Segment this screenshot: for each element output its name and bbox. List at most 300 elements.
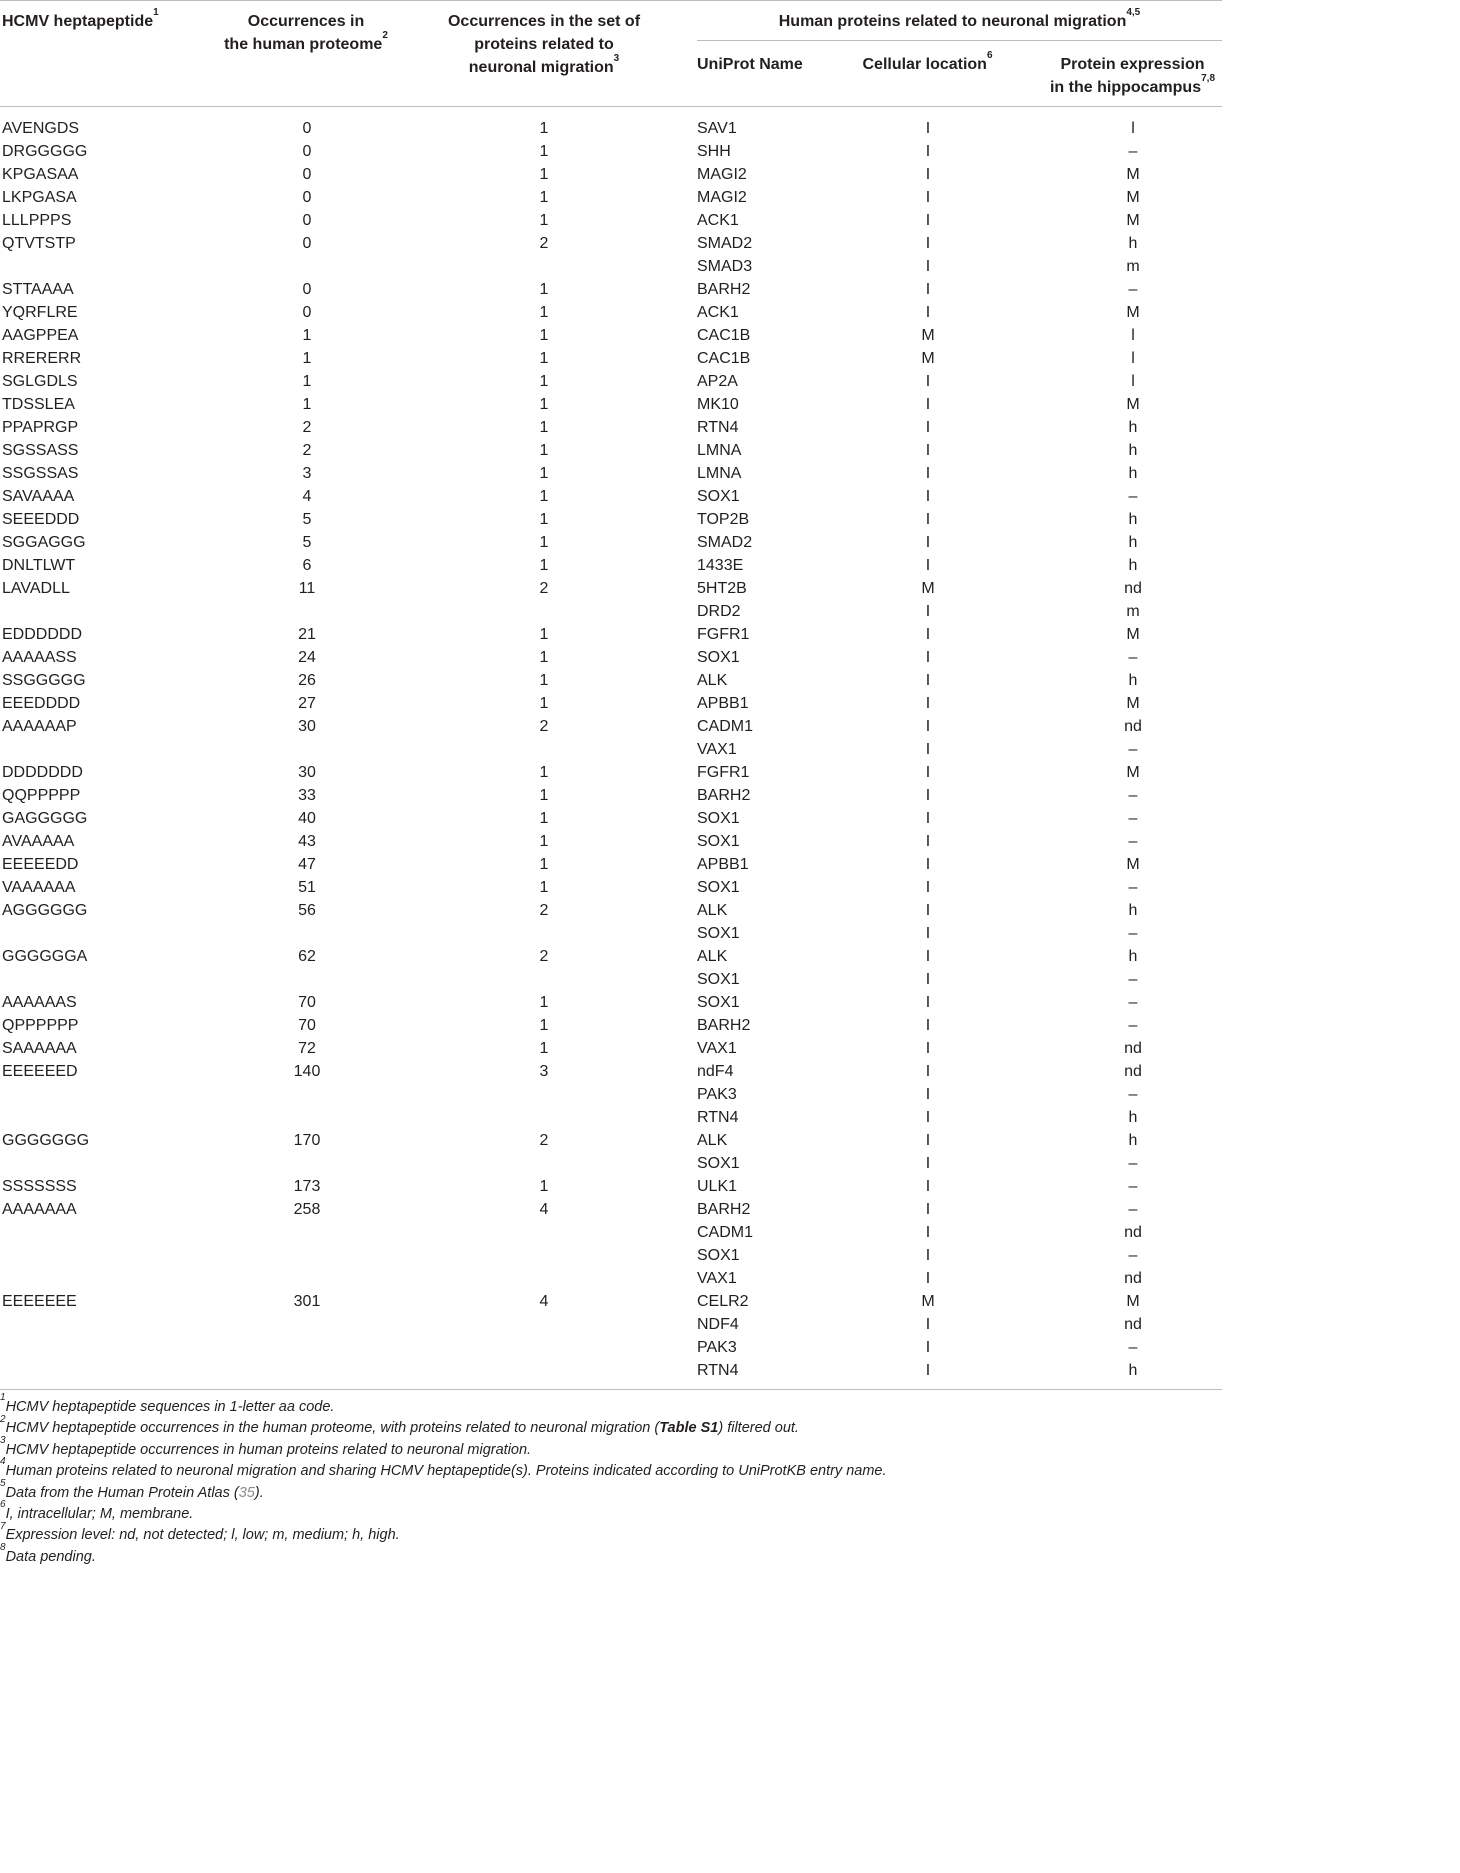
cell-occurrences-proteome: 2 <box>302 419 312 436</box>
cell-cellular-location: I <box>925 764 931 781</box>
cell-uniprot-name: FGFR1 <box>697 764 750 781</box>
footnote-7: $^7$Expression level: nd, not detected; l, low; m, medium; h, high. <box>0 1520 400 1544</box>
table-row <box>0 715 1222 738</box>
cell-uniprot-name: ULK1 <box>697 1178 738 1195</box>
table-row <box>0 278 1222 301</box>
table-row <box>0 761 1222 784</box>
cell-heptapeptide: AAAAAAA <box>2 1201 77 1218</box>
cell-hippocampus-expression: nd <box>1124 718 1142 735</box>
table-row <box>0 255 1222 278</box>
cell-cellular-location: I <box>925 1178 931 1195</box>
cell-occurrences-migration: 1 <box>539 373 549 390</box>
cell-cellular-location: I <box>925 442 931 459</box>
table-row <box>0 991 1222 1014</box>
cell-cellular-location: I <box>925 235 931 252</box>
footnote-8: $^8$Data pending. <box>0 1542 96 1565</box>
cell-occurrences-migration: 1 <box>539 465 549 482</box>
cell-uniprot-name: SOX1 <box>697 1155 740 1172</box>
cell-uniprot-name: BARH2 <box>697 787 751 804</box>
cell-heptapeptide: SSSSSSS <box>2 1178 77 1195</box>
cell-cellular-location: I <box>925 1362 931 1379</box>
table-row <box>0 301 1222 324</box>
cell-occurrences-proteome: 47 <box>298 856 316 873</box>
cell-heptapeptide: SGGAGGG <box>2 534 86 551</box>
cell-occurrences-proteome: 5 <box>302 511 312 528</box>
cell-hippocampus-expression: – <box>1128 787 1138 804</box>
cell-occurrences-proteome: 21 <box>298 626 316 643</box>
cell-occurrences-migration: 1 <box>539 626 549 643</box>
cell-heptapeptide: LAVADLL <box>2 580 70 597</box>
cell-heptapeptide: SSGGGGG <box>2 672 86 689</box>
cell-cellular-location: I <box>925 1201 931 1218</box>
table-top-rule <box>0 0 1222 1</box>
cell-occurrences-proteome: 301 <box>293 1293 321 1310</box>
cell-uniprot-name: SOX1 <box>697 879 740 896</box>
cell-hippocampus-expression: h <box>1128 511 1138 528</box>
cell-occurrences-proteome: 0 <box>302 120 312 137</box>
cell-hippocampus-expression: – <box>1128 810 1138 827</box>
cell-occurrences-proteome: 26 <box>298 672 316 689</box>
cell-cellular-location: I <box>925 787 931 804</box>
cell-cellular-location: I <box>925 1040 931 1057</box>
cell-cellular-location: I <box>925 603 931 620</box>
table-row <box>0 1198 1222 1221</box>
cell-hippocampus-expression: M <box>1126 212 1140 229</box>
cell-cellular-location: I <box>925 1086 931 1103</box>
table-body <box>0 117 1222 1382</box>
cell-occurrences-proteome: 1 <box>302 396 312 413</box>
cell-heptapeptide: STTAAAA <box>2 281 74 298</box>
cell-heptapeptide: EEEEEED <box>2 1063 78 1080</box>
cell-heptapeptide: SGSSASS <box>2 442 79 459</box>
cell-heptapeptide: GAGGGGG <box>2 810 88 827</box>
table-row <box>0 1290 1222 1313</box>
cell-uniprot-name: RTN4 <box>697 1109 739 1126</box>
footnote-2: $^2$HCMV heptapeptide occurrences in the human proteome, with proteins related to neuronal migration (Table S1) filtered out. <box>0 1413 799 1437</box>
cell-occurrences-proteome: 0 <box>302 189 312 206</box>
cell-uniprot-name: VAX1 <box>697 741 737 758</box>
table-row <box>0 1336 1222 1359</box>
table-row <box>0 1359 1222 1382</box>
cell-occurrences-migration: 1 <box>539 488 549 505</box>
cell-occurrences-proteome: 30 <box>298 764 316 781</box>
cell-occurrences-migration: 1 <box>539 1040 549 1057</box>
cell-hippocampus-expression: l <box>1131 120 1135 137</box>
spanning-header-rule <box>697 40 1222 41</box>
table-row <box>0 531 1222 554</box>
cell-cellular-location: I <box>925 534 931 551</box>
cell-hippocampus-expression: h <box>1128 672 1138 689</box>
cell-hippocampus-expression: M <box>1126 304 1140 321</box>
cell-uniprot-name: ALK <box>697 1132 728 1149</box>
cell-hippocampus-expression: h <box>1128 442 1138 459</box>
cell-heptapeptide: DDDDDDD <box>2 764 83 781</box>
cell-uniprot-name: ndF4 <box>697 1063 734 1080</box>
cell-uniprot-name: SOX1 <box>697 1247 740 1264</box>
cell-hippocampus-expression: h <box>1128 557 1138 574</box>
cell-hippocampus-expression: – <box>1128 1247 1138 1264</box>
cell-occurrences-migration: 2 <box>539 1132 549 1149</box>
cell-occurrences-proteome: 72 <box>298 1040 316 1057</box>
cell-cellular-location: I <box>925 143 931 160</box>
cell-uniprot-name: PAK3 <box>697 1339 737 1356</box>
cell-hippocampus-expression: M <box>1126 1293 1140 1310</box>
cell-hippocampus-expression: l <box>1131 327 1135 344</box>
cell-uniprot-name: VAX1 <box>697 1040 737 1057</box>
cell-uniprot-name: MAGI2 <box>697 189 747 206</box>
cell-uniprot-name: SOX1 <box>697 810 740 827</box>
cell-heptapeptide: DNLTLWT <box>2 557 76 574</box>
cell-cellular-location: I <box>925 304 931 321</box>
cell-occurrences-migration: 1 <box>539 189 549 206</box>
cell-cellular-location: I <box>925 419 931 436</box>
cell-hippocampus-expression: – <box>1128 281 1138 298</box>
table-row <box>0 439 1222 462</box>
cell-heptapeptide: SGLGDLS <box>2 373 78 390</box>
table-row <box>0 370 1222 393</box>
cell-uniprot-name: SOX1 <box>697 488 740 505</box>
cell-occurrences-migration: 2 <box>539 235 549 252</box>
cell-occurrences-migration: 1 <box>539 672 549 689</box>
table-row <box>0 1129 1222 1152</box>
cell-occurrences-proteome: 0 <box>302 166 312 183</box>
cell-cellular-location: I <box>925 511 931 528</box>
cell-cellular-location: I <box>925 465 931 482</box>
cell-heptapeptide: QTVTSTP <box>2 235 76 252</box>
cell-cellular-location: I <box>925 672 931 689</box>
table-row <box>0 416 1222 439</box>
cell-hippocampus-expression: M <box>1126 764 1140 781</box>
table-row <box>0 1313 1222 1336</box>
cell-heptapeptide: SSGSSAS <box>2 465 79 482</box>
cell-cellular-location: I <box>925 626 931 643</box>
cell-occurrences-proteome: 1 <box>302 327 312 344</box>
table-row <box>0 1244 1222 1267</box>
cell-hippocampus-expression: – <box>1128 1178 1138 1195</box>
cell-hippocampus-expression: – <box>1128 1017 1138 1034</box>
cell-uniprot-name: TOP2B <box>697 511 750 528</box>
cell-occurrences-proteome: 1 <box>302 350 312 367</box>
table-row <box>0 485 1222 508</box>
cell-occurrences-proteome: 43 <box>298 833 316 850</box>
cell-heptapeptide: TDSSLEA <box>2 396 75 413</box>
table-row <box>0 600 1222 623</box>
cell-uniprot-name: SMAD3 <box>697 258 753 275</box>
cell-cellular-location: M <box>921 350 935 367</box>
cell-hippocampus-expression: h <box>1128 1109 1138 1126</box>
cell-occurrences-proteome: 33 <box>298 787 316 804</box>
cell-occurrences-migration: 1 <box>539 649 549 666</box>
cell-hippocampus-expression: nd <box>1124 1224 1142 1241</box>
cell-heptapeptide: YQRFLRE <box>2 304 78 321</box>
cell-uniprot-name: APBB1 <box>697 856 749 873</box>
cell-occurrences-migration: 1 <box>539 212 549 229</box>
cell-uniprot-name: ALK <box>697 902 728 919</box>
cell-heptapeptide: EEEEEEE <box>2 1293 77 1310</box>
cell-heptapeptide: GGGGGGA <box>2 948 88 965</box>
cell-cellular-location: I <box>925 879 931 896</box>
cell-occurrences-proteome: 4 <box>302 488 312 505</box>
cell-uniprot-name: NDF4 <box>697 1316 739 1333</box>
cell-uniprot-name: SOX1 <box>697 971 740 988</box>
cell-occurrences-proteome: 0 <box>302 212 312 229</box>
cell-cellular-location: I <box>925 1270 931 1287</box>
cell-cellular-location: I <box>925 281 931 298</box>
table-s1-link[interactable]: Table S1 <box>659 1420 719 1437</box>
cell-cellular-location: I <box>925 1316 931 1333</box>
cell-heptapeptide: AAAAASS <box>2 649 77 666</box>
cell-hippocampus-expression: M <box>1126 626 1140 643</box>
cell-occurrences-migration: 1 <box>539 764 549 781</box>
cell-occurrences-proteome: 3 <box>302 465 312 482</box>
table-row <box>0 462 1222 485</box>
cell-occurrences-proteome: 1 <box>302 373 312 390</box>
cell-hippocampus-expression: – <box>1128 971 1138 988</box>
table-row <box>0 324 1222 347</box>
table-row <box>0 1106 1222 1129</box>
cell-uniprot-name: SOX1 <box>697 649 740 666</box>
cell-heptapeptide: AAAAAAP <box>2 718 77 735</box>
table-row <box>0 945 1222 968</box>
cell-uniprot-name: BARH2 <box>697 281 751 298</box>
table-row <box>0 1060 1222 1083</box>
cell-occurrences-migration: 1 <box>539 557 549 574</box>
cell-occurrences-proteome: 2 <box>302 442 312 459</box>
table-row <box>0 1083 1222 1106</box>
header-bottom-rule <box>0 106 1222 107</box>
cell-hippocampus-expression: nd <box>1124 1040 1142 1057</box>
cell-uniprot-name: LMNA <box>697 465 742 482</box>
table-row <box>0 807 1222 830</box>
cell-heptapeptide: AAAAAAS <box>2 994 77 1011</box>
cell-occurrences-migration: 1 <box>539 396 549 413</box>
cell-hippocampus-expression: M <box>1126 396 1140 413</box>
cell-uniprot-name: LMNA <box>697 442 742 459</box>
cell-occurrences-migration: 1 <box>539 442 549 459</box>
cell-occurrences-migration: 2 <box>539 580 549 597</box>
table-row <box>0 623 1222 646</box>
table-row <box>0 830 1222 853</box>
cell-occurrences-migration: 1 <box>539 281 549 298</box>
cell-cellular-location: I <box>925 902 931 919</box>
cell-cellular-location: M <box>921 1293 935 1310</box>
cell-cellular-location: I <box>925 718 931 735</box>
header-occurrences-migration-set: Occurrences in the set of proteins related to neuronal migration$^3$ <box>447 13 641 76</box>
cell-hippocampus-expression: M <box>1126 856 1140 873</box>
cell-cellular-location: I <box>925 1063 931 1080</box>
cell-occurrences-proteome: 0 <box>302 281 312 298</box>
cell-occurrences-proteome: 51 <box>298 879 316 896</box>
table-row <box>0 209 1222 232</box>
cell-cellular-location: I <box>925 1247 931 1264</box>
cell-cellular-location: I <box>925 1132 931 1149</box>
cell-occurrences-proteome: 5 <box>302 534 312 551</box>
table-row <box>0 853 1222 876</box>
table-row <box>0 1267 1222 1290</box>
cell-cellular-location: I <box>925 166 931 183</box>
cell-hippocampus-expression: nd <box>1124 1316 1142 1333</box>
cell-uniprot-name: ACK1 <box>697 304 739 321</box>
cell-uniprot-name: SOX1 <box>697 833 740 850</box>
cell-cellular-location: I <box>925 833 931 850</box>
cell-cellular-location: I <box>925 1224 931 1241</box>
footnotes <box>0 1392 1222 1568</box>
table-row <box>0 968 1222 991</box>
cell-heptapeptide: VAAAAAA <box>2 879 76 896</box>
table-row <box>0 1014 1222 1037</box>
cell-occurrences-migration: 1 <box>539 994 549 1011</box>
cell-occurrences-migration: 4 <box>539 1201 549 1218</box>
table-row <box>0 163 1222 186</box>
table-row <box>0 117 1222 140</box>
table-row <box>0 1152 1222 1175</box>
cell-hippocampus-expression: h <box>1128 1132 1138 1149</box>
cell-hippocampus-expression: – <box>1128 994 1138 1011</box>
cell-hippocampus-expression: M <box>1126 166 1140 183</box>
cell-occurrences-proteome: 11 <box>298 580 316 597</box>
cell-cellular-location: I <box>925 189 931 206</box>
cell-heptapeptide: KPGASAA <box>2 166 79 183</box>
footnote-1: $^1$HCMV heptapeptide sequences in 1-letter aa code. <box>0 1392 335 1415</box>
cell-heptapeptide: LLLPPPS <box>2 212 72 229</box>
table-bottom-rule <box>0 1389 1222 1390</box>
cell-heptapeptide: GGGGGGG <box>2 1132 90 1149</box>
table-row <box>0 738 1222 761</box>
cell-occurrences-migration: 1 <box>539 511 549 528</box>
cell-hippocampus-expression: h <box>1128 419 1138 436</box>
cell-occurrences-proteome: 24 <box>298 649 316 666</box>
cell-occurrences-migration: 1 <box>539 120 549 137</box>
cell-uniprot-name: SHH <box>697 143 731 160</box>
cell-cellular-location: I <box>925 557 931 574</box>
cell-hippocampus-expression: m <box>1126 603 1140 620</box>
cell-uniprot-name: CELR2 <box>697 1293 749 1310</box>
cell-uniprot-name: SOX1 <box>697 994 740 1011</box>
cell-occurrences-proteome: 0 <box>302 235 312 252</box>
cell-occurrences-proteome: 258 <box>293 1201 321 1218</box>
table-row <box>0 692 1222 715</box>
cell-occurrences-migration: 1 <box>539 1017 549 1034</box>
table-row <box>0 347 1222 370</box>
table-row <box>0 1175 1222 1198</box>
cell-occurrences-proteome: 70 <box>298 1017 316 1034</box>
cell-uniprot-name: RTN4 <box>697 1362 739 1379</box>
cell-hippocampus-expression: – <box>1128 649 1138 666</box>
cell-hippocampus-expression: – <box>1128 879 1138 896</box>
footnote-3: $^3$HCMV heptapeptide occurrences in human proteins related to neuronal migration. <box>0 1434 532 1458</box>
cell-uniprot-name: RTN4 <box>697 419 739 436</box>
cell-uniprot-name: AP2A <box>697 373 738 390</box>
cell-cellular-location: I <box>925 649 931 666</box>
cell-heptapeptide: SAAAAAA <box>2 1040 77 1057</box>
cell-uniprot-name: MAGI2 <box>697 166 747 183</box>
cell-occurrences-migration: 1 <box>539 143 549 160</box>
cell-cellular-location: I <box>925 212 931 229</box>
cell-occurrences-migration: 2 <box>539 948 549 965</box>
cell-hippocampus-expression: – <box>1128 741 1138 758</box>
cell-hippocampus-expression: – <box>1128 833 1138 850</box>
cell-uniprot-name: CADM1 <box>697 1224 754 1241</box>
cell-hippocampus-expression: M <box>1126 695 1140 712</box>
cell-heptapeptide: SAVAAAA <box>2 488 75 505</box>
footnote-4: $^4$Human proteins related to neuronal migration and sharing HCMV heptapeptide(s). Proteins indicated according to UniProtKB entry name. <box>0 1456 887 1480</box>
table-row <box>0 876 1222 899</box>
cell-hippocampus-expression: – <box>1128 488 1138 505</box>
cell-occurrences-migration: 1 <box>539 327 549 344</box>
cell-hippocampus-expression: – <box>1128 1201 1138 1218</box>
table-row <box>0 577 1222 600</box>
header-heptapeptide: HCMV heptapeptide$^1$ <box>2 6 159 30</box>
cell-uniprot-name: SOX1 <box>697 925 740 942</box>
cell-heptapeptide: SEEEDDD <box>2 511 80 528</box>
cell-hippocampus-expression: l <box>1131 373 1135 390</box>
cell-heptapeptide: QQPPPPP <box>2 787 81 804</box>
cell-heptapeptide: EDDDDDD <box>2 626 82 643</box>
cell-uniprot-name: BARH2 <box>697 1017 751 1034</box>
header-human-proteins: Human proteins related to neuronal migration$^{4,5}$ <box>778 6 1141 30</box>
cell-occurrences-proteome: 170 <box>293 1132 321 1149</box>
cell-cellular-location: I <box>925 120 931 137</box>
header-protein-expression: Protein expression in the hippocampus$^{7,8}$ <box>1049 56 1216 96</box>
cell-hippocampus-expression: – <box>1128 1086 1138 1103</box>
cell-heptapeptide: RRERERR <box>2 350 82 367</box>
cell-occurrences-proteome: 62 <box>298 948 316 965</box>
cell-occurrences-proteome: 173 <box>293 1178 321 1195</box>
cell-uniprot-name: VAX1 <box>697 1270 737 1287</box>
cell-uniprot-name: 1433E <box>697 557 744 574</box>
cell-heptapeptide: EEEDDDD <box>2 695 81 712</box>
cell-uniprot-name: APBB1 <box>697 695 749 712</box>
cell-heptapeptide: PPAPRGP <box>2 419 79 436</box>
cell-hippocampus-expression: nd <box>1124 1270 1142 1287</box>
cell-occurrences-migration: 3 <box>539 1063 549 1080</box>
cell-occurrences-migration: 1 <box>539 695 549 712</box>
cell-hippocampus-expression: M <box>1126 189 1140 206</box>
cell-uniprot-name: SMAD2 <box>697 235 753 252</box>
cell-occurrences-migration: 1 <box>539 304 549 321</box>
cell-hippocampus-expression: h <box>1128 235 1138 252</box>
cell-uniprot-name: SAV1 <box>697 120 737 137</box>
cell-hippocampus-expression: – <box>1128 1155 1138 1172</box>
cell-hippocampus-expression: – <box>1128 143 1138 160</box>
cell-uniprot-name: 5HT2B <box>697 580 747 597</box>
cell-hippocampus-expression: h <box>1128 465 1138 482</box>
cell-cellular-location: I <box>925 971 931 988</box>
cell-heptapeptide: AGGGGGG <box>2 902 88 919</box>
cell-occurrences-migration: 2 <box>539 718 549 735</box>
table-row <box>0 784 1222 807</box>
cell-occurrences-migration: 1 <box>539 810 549 827</box>
table-row <box>0 140 1222 163</box>
cell-uniprot-name: SMAD2 <box>697 534 753 551</box>
header-uniprot-name: UniProt Name <box>697 56 803 73</box>
cell-uniprot-name: DRD2 <box>697 603 741 620</box>
cell-hippocampus-expression: h <box>1128 948 1138 965</box>
table-row <box>0 646 1222 669</box>
cell-occurrences-migration: 1 <box>539 879 549 896</box>
cell-cellular-location: I <box>925 396 931 413</box>
reference-link[interactable]: 35 <box>238 1484 255 1501</box>
cell-occurrences-migration: 1 <box>539 833 549 850</box>
cell-cellular-location: I <box>925 1109 931 1126</box>
table-row <box>0 232 1222 255</box>
cell-occurrences-migration: 4 <box>539 1293 549 1310</box>
cell-occurrences-proteome: 0 <box>302 304 312 321</box>
cell-cellular-location: I <box>925 994 931 1011</box>
cell-hippocampus-expression: h <box>1128 1362 1138 1379</box>
table-row <box>0 554 1222 577</box>
table-row <box>0 669 1222 692</box>
